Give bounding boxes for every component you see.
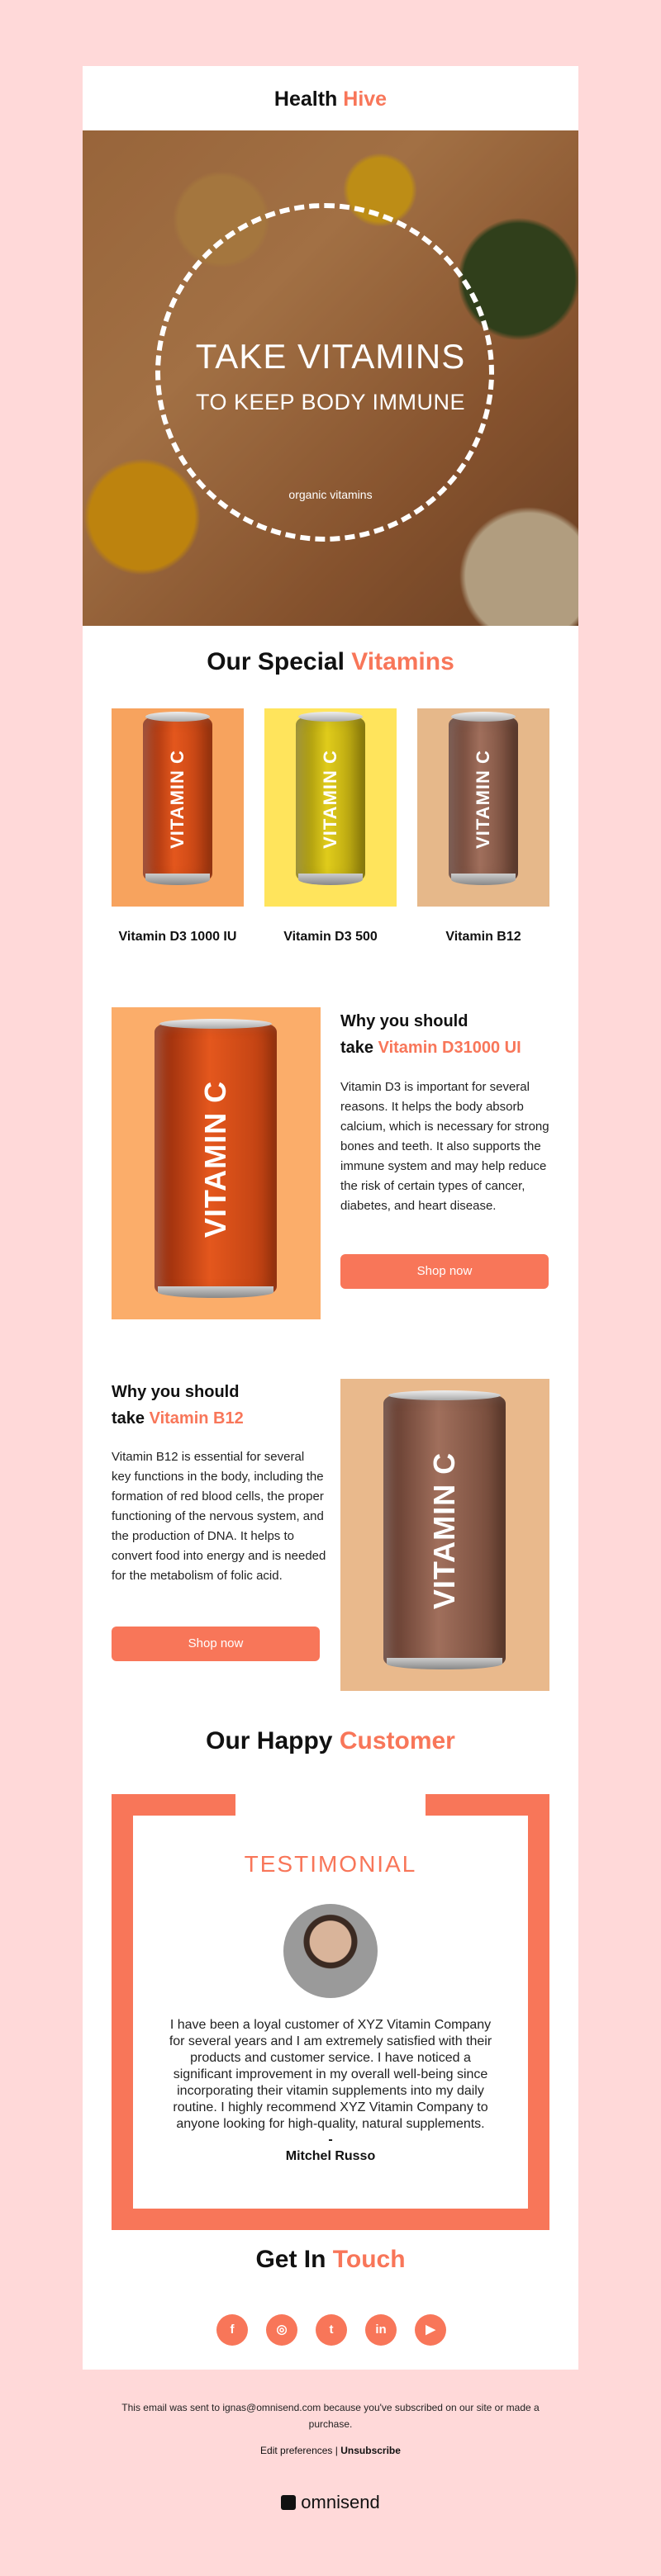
hero-caption: organic vitamins [288, 488, 373, 501]
omnisend-logo-text: omnisend [301, 2492, 380, 2512]
product-name[interactable]: Vitamin D3 500 [283, 930, 378, 944]
product-image[interactable] [264, 708, 397, 907]
instagram-icon[interactable]: ◎ [266, 2314, 297, 2346]
testimonial-dash: - [328, 2133, 333, 2147]
can-icon [143, 717, 212, 882]
facebook-icon[interactable]: f [216, 2314, 248, 2346]
edit-preferences-link[interactable]: Edit preferences [260, 2445, 333, 2456]
shop-now-button[interactable]: Shop now [112, 1627, 320, 1661]
brand-logo[interactable] [83, 88, 578, 111]
testimonial-label: TESTIMONIAL [244, 1851, 417, 1877]
footer-links [0, 2445, 661, 2456]
why-b12-title-line1: Why you should [112, 1383, 240, 1401]
hero-subtitle: TO KEEP BODY IMMUNE [195, 390, 466, 414]
omnisend-logo-icon [281, 2495, 296, 2510]
why-d3-title-line1: Why you should [340, 1012, 468, 1030]
why-b12-accent: Vitamin B12 [149, 1409, 244, 1428]
brand-part1: Health [273, 88, 338, 111]
can-icon [449, 717, 518, 882]
can-label: VITAMIN C [198, 1080, 232, 1238]
product-card[interactable] [264, 708, 397, 945]
footer-text: This email was sent to ignas@omnisend.com because you've subscribed on our site or made a purchase. [121, 2402, 540, 2430]
why-d3-title [340, 1008, 555, 1061]
special-heading-text: Our Special [207, 648, 345, 675]
twitter-icon[interactable]: t [316, 2314, 347, 2346]
touch-heading-text: Get In [255, 2246, 326, 2273]
why-d3-title-line2 [340, 1035, 555, 1061]
why-b12-take: take [112, 1409, 145, 1428]
can-icon [296, 717, 365, 882]
why-d3-accent: Vitamin D31000 UI [378, 1039, 521, 1057]
footer-separator: | [335, 2445, 338, 2456]
product-image[interactable] [417, 708, 549, 907]
testimonial-author: Mitchel Russo [285, 2149, 376, 2163]
touch-heading [83, 2246, 578, 2274]
can-label: VITAMIN C [167, 750, 188, 849]
omnisend-logo[interactable] [0, 2492, 661, 2513]
brand-part2: Hive [343, 88, 388, 111]
touch-heading-accent: Touch [332, 2246, 406, 2273]
testimonial-quote: I have been a loyal customer of XYZ Vitamin Company for several years and I am extremely satisfied with their products and customer service. I have noticed a significant improvement in my overall well-being since incorporating their vitamin supplements into my daily routine. I highly recommend XYZ Vitamin Company to anyone looking for high-quality, natural supplements. [169, 2018, 492, 2131]
vitamin-d3-image[interactable] [112, 1007, 321, 1319]
why-d3-take: take [340, 1039, 374, 1057]
why-d3-body: Vitamin D3 is important for several reasons. It helps the body absorb calcium, which is necessary for strong bones and teeth. It also supports the immune system and may help reduce the risk of certain types of cancer, diabetes, and heart disease. [340, 1080, 549, 1213]
shop-now-button[interactable]: Shop now [340, 1254, 549, 1289]
testimonial-box [112, 1794, 549, 2230]
youtube-icon[interactable]: ▶ [415, 2314, 446, 2346]
product-name[interactable]: Vitamin D3 1000 IU [118, 930, 237, 944]
customer-heading-accent: Customer [339, 1727, 455, 1754]
why-b12-title-line2 [112, 1405, 326, 1432]
avatar [283, 1904, 378, 1998]
customer-heading-text: Our Happy [206, 1727, 333, 1754]
unsubscribe-link[interactable]: Unsubscribe [340, 2445, 401, 2456]
can-icon [155, 1024, 277, 1295]
hero-banner[interactable] [83, 130, 578, 626]
customer-heading [83, 1727, 578, 1755]
linkedin-icon[interactable]: in [365, 2314, 397, 2346]
product-image[interactable] [112, 708, 244, 907]
testimonial-frame-gap [235, 1794, 426, 1816]
vitamin-b12-image[interactable] [340, 1379, 549, 1691]
product-card[interactable] [112, 708, 244, 945]
can-label: VITAMIN C [427, 1451, 461, 1610]
special-heading [83, 648, 578, 676]
hero-title: TAKE VITAMINS [195, 337, 466, 376]
can-icon [383, 1395, 506, 1666]
can-label: VITAMIN C [320, 750, 340, 849]
product-name[interactable]: Vitamin B12 [445, 930, 521, 944]
email-card [83, 66, 578, 2370]
why-b12-title [112, 1379, 326, 1432]
why-b12-body: Vitamin B12 is essential for several key functions in the body, including the formation of red blood cells, the proper functioning of the nervous system, and the production of DNA. It helps to convert food into energy and is needed for the metabolism of folic acid. [112, 1450, 326, 1583]
can-label: VITAMIN C [473, 750, 493, 849]
product-card[interactable] [417, 708, 549, 945]
special-heading-accent: Vitamins [351, 648, 454, 675]
